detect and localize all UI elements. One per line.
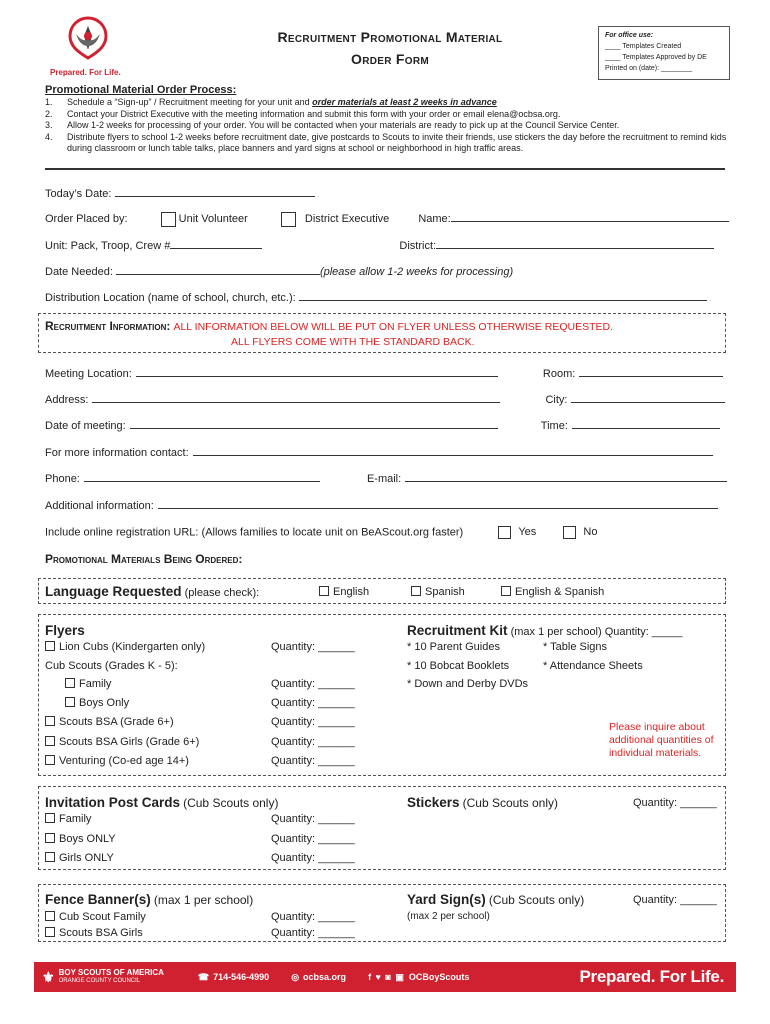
recruit-kit-note[interactable]: (max 1 per school) Quantity: _____ bbox=[510, 626, 683, 638]
distribution-label: Distribution Location (name of school, church, etc.): bbox=[45, 292, 296, 304]
time-label: Time: bbox=[540, 420, 568, 432]
footer-banner bbox=[34, 962, 736, 992]
inv-girls-checkbox[interactable] bbox=[45, 852, 55, 862]
date-needed-row bbox=[45, 264, 513, 278]
meeting-location-field[interactable] bbox=[136, 366, 498, 377]
more-info-label: For more information contact: bbox=[45, 447, 189, 459]
globe-icon: ◎ bbox=[291, 971, 300, 982]
unit-field[interactable] bbox=[170, 238, 262, 249]
flyer-venturing-quantity[interactable]: Quantity: ______ bbox=[271, 755, 355, 767]
additional-field[interactable] bbox=[158, 498, 718, 509]
flyer-boys-checkbox[interactable] bbox=[65, 697, 75, 707]
meeting-location-label: Meeting Location: bbox=[45, 368, 132, 380]
invitation-note: (Cub Scouts only) bbox=[183, 796, 279, 810]
social-icons: f ♥ ◙ ▣ bbox=[368, 971, 405, 982]
flyer-venturing-option[interactable] bbox=[45, 755, 189, 767]
yard-quantity[interactable]: Quantity: ______ bbox=[633, 894, 717, 906]
footer-brand: Prepared. For Life. bbox=[579, 967, 724, 986]
fence-header bbox=[45, 892, 253, 907]
yard-note: (Cub Scouts only) bbox=[488, 893, 585, 907]
office-templates-created: ____ Templates Created bbox=[605, 43, 682, 50]
district-executive-label: District Executive bbox=[304, 213, 390, 225]
fence-girls-checkbox[interactable] bbox=[45, 927, 55, 937]
address-label: Address: bbox=[45, 394, 89, 406]
room-field[interactable] bbox=[579, 366, 723, 377]
flyer-venturing-label: Venturing (Co-ed age 14+) bbox=[59, 755, 189, 767]
footer-org-name: BOY SCOUTS OF AMERICA bbox=[58, 968, 164, 977]
phone-row bbox=[45, 471, 725, 485]
district-field[interactable] bbox=[436, 238, 714, 249]
kit-item: * Down and Derby DVDs bbox=[407, 678, 529, 690]
recruitment-title: Recruitment Information: bbox=[45, 319, 171, 333]
stickers-title: Stickers bbox=[407, 795, 460, 810]
lang-both-option[interactable] bbox=[501, 586, 604, 598]
kit-item: * Table Signs bbox=[543, 641, 608, 653]
fence-girls-label: Scouts BSA Girls bbox=[59, 927, 143, 939]
stickers-quantity[interactable]: Quantity: ______ bbox=[633, 797, 717, 809]
url-no-checkbox[interactable] bbox=[563, 526, 576, 539]
lang-spanish-label: Spanish bbox=[425, 586, 465, 598]
step-number: 4. bbox=[45, 131, 53, 142]
date-needed-note: (please allow 1-2 weeks for processing) bbox=[319, 266, 514, 278]
kit-item: * 10 Parent Guides bbox=[407, 641, 500, 653]
invitation-title: Invitation Post Cards bbox=[45, 795, 181, 810]
date-needed-label: Date Needed: bbox=[45, 266, 113, 278]
lang-spanish-option[interactable] bbox=[411, 586, 465, 598]
unit-volunteer-label: Unit Volunteer bbox=[178, 213, 248, 225]
date-of-meeting-row bbox=[45, 418, 725, 432]
additional-label: Additional information: bbox=[45, 500, 154, 512]
inquire-note: Please inquire about additional quantities of individual materials. bbox=[609, 721, 714, 759]
footer-phone-number: 714-546-4990 bbox=[213, 972, 270, 982]
fence-girls-option[interactable] bbox=[45, 927, 143, 939]
cub-scouts-heading: Cub Scouts (Grades K - 5): bbox=[45, 660, 178, 672]
footer-site[interactable] bbox=[291, 972, 346, 983]
language-label-group bbox=[45, 584, 259, 599]
yard-title: Yard Sign(s) bbox=[407, 892, 486, 907]
url-no-label: No bbox=[583, 526, 598, 539]
language-note: (please check): bbox=[184, 587, 260, 599]
process-step bbox=[45, 109, 735, 121]
office-use-box bbox=[598, 26, 730, 80]
recruitment-info-header bbox=[45, 319, 613, 333]
step-number: 1. bbox=[45, 97, 53, 107]
step-text: Contact your District Executive with the meeting information and submit this form with your order or email elena@ocbsa.org. bbox=[67, 108, 561, 119]
inv-family-quantity[interactable]: Quantity: ______ bbox=[271, 813, 355, 825]
flyers-box bbox=[38, 614, 726, 776]
flyer-lion-quantity[interactable]: Quantity: ______ bbox=[271, 641, 355, 653]
flyers-title: Flyers bbox=[45, 623, 85, 638]
time-field[interactable] bbox=[572, 418, 720, 429]
name-field[interactable] bbox=[451, 211, 729, 222]
footer-site-link[interactable]: ocbsa.org bbox=[303, 972, 347, 982]
recruitment-note-1: ALL INFORMATION BELOW WILL BE PUT ON FLYER UNLESS OTHERWISE REQUESTED. bbox=[173, 321, 613, 333]
title-line-1: Recruitment Promotional Material bbox=[277, 29, 503, 45]
address-field[interactable] bbox=[92, 392, 500, 403]
flyer-scoutsbsa-girls-quantity[interactable]: Quantity: ______ bbox=[271, 736, 355, 748]
logo-tagline: Prepared. For Life. bbox=[50, 68, 121, 77]
process-steps bbox=[45, 97, 735, 155]
flyer-boys-label: Boys Only bbox=[79, 697, 130, 709]
order-placed-label: Order Placed by: bbox=[45, 213, 128, 225]
url-yes-checkbox[interactable] bbox=[498, 526, 511, 539]
date-of-meeting-field[interactable] bbox=[130, 418, 498, 429]
district-label: District: bbox=[399, 240, 437, 252]
step-text: Schedule a “Sign-up” / Recruitment meeting for your unit and bbox=[67, 97, 313, 107]
kit-item: * Attendance Sheets bbox=[543, 660, 643, 672]
todays-date-field[interactable] bbox=[115, 186, 315, 197]
footer-social-handle[interactable]: OCBoyScouts bbox=[408, 972, 470, 982]
office-printed-on: Printed on (date): ________ bbox=[605, 65, 693, 72]
flyer-scoutsbsa-checkbox[interactable] bbox=[45, 716, 55, 726]
flyer-scoutsbsa-girls-option[interactable] bbox=[45, 736, 199, 748]
office-use-heading: For office use: bbox=[605, 32, 654, 39]
recruit-kit-title: Recruitment Kit bbox=[407, 623, 508, 638]
meeting-location-row bbox=[45, 366, 725, 380]
flyer-family-checkbox[interactable] bbox=[65, 678, 75, 688]
inv-boys-checkbox[interactable] bbox=[45, 833, 55, 843]
recruitment-info-box bbox=[38, 313, 726, 353]
distribution-row bbox=[45, 290, 707, 304]
flyer-family-option[interactable] bbox=[65, 678, 111, 690]
flyer-scoutsbsa-quantity[interactable]: Quantity: ______ bbox=[271, 716, 355, 728]
title-line-2: Order Form bbox=[351, 51, 429, 67]
stickers-note: (Cub Scouts only) bbox=[462, 796, 558, 810]
bsa-emblem-icon: ⚜ bbox=[42, 968, 55, 985]
online-url-label: Include online registration URL: (Allows families to locate unit on BeAScout.org faster) bbox=[45, 526, 464, 539]
process-step bbox=[45, 132, 735, 155]
step-number: 3. bbox=[45, 120, 53, 130]
stickers-header bbox=[407, 795, 558, 810]
step-emphasis: order materials at least 2 weeks in advance bbox=[312, 97, 497, 107]
todays-date-label: Today’s Date: bbox=[45, 188, 112, 200]
process-step bbox=[45, 97, 735, 109]
email-label: E-mail: bbox=[366, 473, 402, 485]
inv-family-checkbox[interactable] bbox=[45, 813, 55, 823]
bsa-logo bbox=[48, 14, 128, 78]
lang-english-checkbox[interactable] bbox=[319, 586, 329, 596]
process-title: Promotional Material Order Process: bbox=[45, 84, 237, 96]
address-row bbox=[45, 392, 725, 406]
lang-both-label: English & Spanish bbox=[515, 586, 605, 598]
footer-phone bbox=[198, 972, 269, 983]
inv-family-option[interactable] bbox=[45, 813, 91, 825]
name-label: Name: bbox=[418, 213, 451, 225]
step-number: 2. bbox=[45, 108, 53, 119]
step-text: Distribute flyers to school 1-2 weeks before recruitment date, give postcards to Scouts to invite their friends, use stickers the day before the recruitment to remind kids during classroom or lunch table talks, place banners and yard signs at school or neighborhood in high traffic areas. bbox=[67, 131, 727, 153]
materials-title: Promotional Materials Being Ordered: bbox=[45, 552, 243, 566]
flyer-venturing-checkbox[interactable] bbox=[45, 755, 55, 765]
flyer-scoutsbsa-option[interactable] bbox=[45, 716, 174, 728]
more-info-field[interactable] bbox=[193, 445, 713, 456]
recruit-kit-header bbox=[407, 623, 682, 638]
room-label: Room: bbox=[542, 368, 576, 380]
inv-girls-quantity[interactable]: Quantity: ______ bbox=[271, 852, 355, 864]
todays-date-row bbox=[45, 186, 315, 200]
city-label: City: bbox=[545, 394, 568, 406]
process-step bbox=[45, 120, 735, 132]
lang-both-checkbox[interactable] bbox=[501, 586, 511, 596]
distribution-field[interactable] bbox=[299, 290, 707, 301]
fence-cub-quantity[interactable]: Quantity: ______ bbox=[271, 911, 355, 923]
kit-item: * 10 Bobcat Booklets bbox=[407, 660, 510, 672]
email-field[interactable] bbox=[405, 471, 727, 482]
invitation-box bbox=[38, 786, 726, 870]
fence-girls-quantity[interactable]: Quantity: ______ bbox=[271, 927, 355, 939]
footer-social[interactable] bbox=[368, 972, 469, 983]
office-templates-approved: ____ Templates Approved by DE bbox=[605, 54, 707, 61]
flyer-scoutsbsa-label: Scouts BSA (Grade 6+) bbox=[59, 716, 174, 728]
flyer-boys-option[interactable] bbox=[65, 697, 129, 709]
fence-box bbox=[38, 884, 726, 942]
divider bbox=[45, 168, 725, 170]
flyer-lion-checkbox[interactable] bbox=[45, 641, 55, 651]
phone-field[interactable] bbox=[84, 471, 320, 482]
flyer-family-quantity[interactable]: Quantity: ______ bbox=[271, 678, 355, 690]
lang-spanish-checkbox[interactable] bbox=[411, 586, 421, 596]
footer-council: ORANGE COUNTY COUNCIL bbox=[58, 978, 141, 984]
flyer-boys-quantity[interactable]: Quantity: ______ bbox=[271, 697, 355, 709]
additional-row bbox=[45, 498, 718, 512]
unit-label: Unit: Pack, Troop, Crew # bbox=[45, 240, 171, 252]
date-needed-field[interactable] bbox=[116, 264, 320, 275]
fence-title: Fence Banner(s) bbox=[45, 892, 151, 907]
url-yes-label: Yes bbox=[518, 526, 537, 539]
step-text: Allow 1-2 weeks for processing of your order. You will be contacted when your materials are ready to pick up at the Council Service Center. bbox=[67, 120, 620, 130]
flyer-lion-label: Lion Cubs (Kindergarten only) bbox=[59, 641, 206, 653]
online-url-row bbox=[45, 526, 725, 539]
lang-english-label: English bbox=[333, 586, 370, 598]
flyer-scoutsbsa-girls-checkbox[interactable] bbox=[45, 736, 55, 746]
district-executive-checkbox[interactable] bbox=[281, 212, 296, 227]
phone-label: Phone: bbox=[45, 473, 80, 485]
inv-girls-option[interactable] bbox=[45, 852, 114, 864]
flyer-family-label: Family bbox=[79, 678, 112, 690]
flyer-lion-option[interactable] bbox=[45, 641, 205, 653]
date-of-meeting-label: Date of meeting: bbox=[45, 420, 126, 432]
inv-boys-option[interactable] bbox=[45, 833, 116, 845]
unit-row bbox=[45, 238, 725, 252]
fence-cub-label: Cub Scout Family bbox=[59, 911, 146, 923]
fence-note: (max 1 per school) bbox=[153, 893, 254, 907]
flyer-scoutsbsa-girls-label: Scouts BSA Girls (Grade 6+) bbox=[59, 736, 200, 748]
invitation-header bbox=[45, 795, 278, 810]
inv-girls-label: Girls ONLY bbox=[59, 852, 114, 864]
footer-org bbox=[42, 968, 164, 986]
language-box bbox=[38, 578, 726, 604]
more-info-row bbox=[45, 445, 713, 459]
fence-cub-checkbox[interactable] bbox=[45, 911, 55, 921]
form-title bbox=[200, 26, 580, 70]
city-field[interactable] bbox=[571, 392, 725, 403]
recruitment-note-2: ALL FLYERS COME WITH THE STANDARD BACK. bbox=[231, 336, 475, 348]
lang-english-option[interactable] bbox=[319, 586, 369, 598]
inv-family-label: Family bbox=[59, 813, 92, 825]
yard-max-note: (max 2 per school) bbox=[407, 911, 490, 922]
phone-icon: ☎ bbox=[197, 971, 210, 982]
inv-boys-quantity[interactable]: Quantity: ______ bbox=[271, 833, 355, 845]
fence-cub-option[interactable] bbox=[45, 911, 146, 923]
yard-header bbox=[407, 892, 584, 907]
unit-volunteer-checkbox[interactable] bbox=[161, 212, 176, 227]
order-placed-row bbox=[45, 211, 725, 227]
language-label: Language Requested bbox=[45, 584, 182, 599]
inv-boys-label: Boys ONLY bbox=[59, 833, 116, 845]
